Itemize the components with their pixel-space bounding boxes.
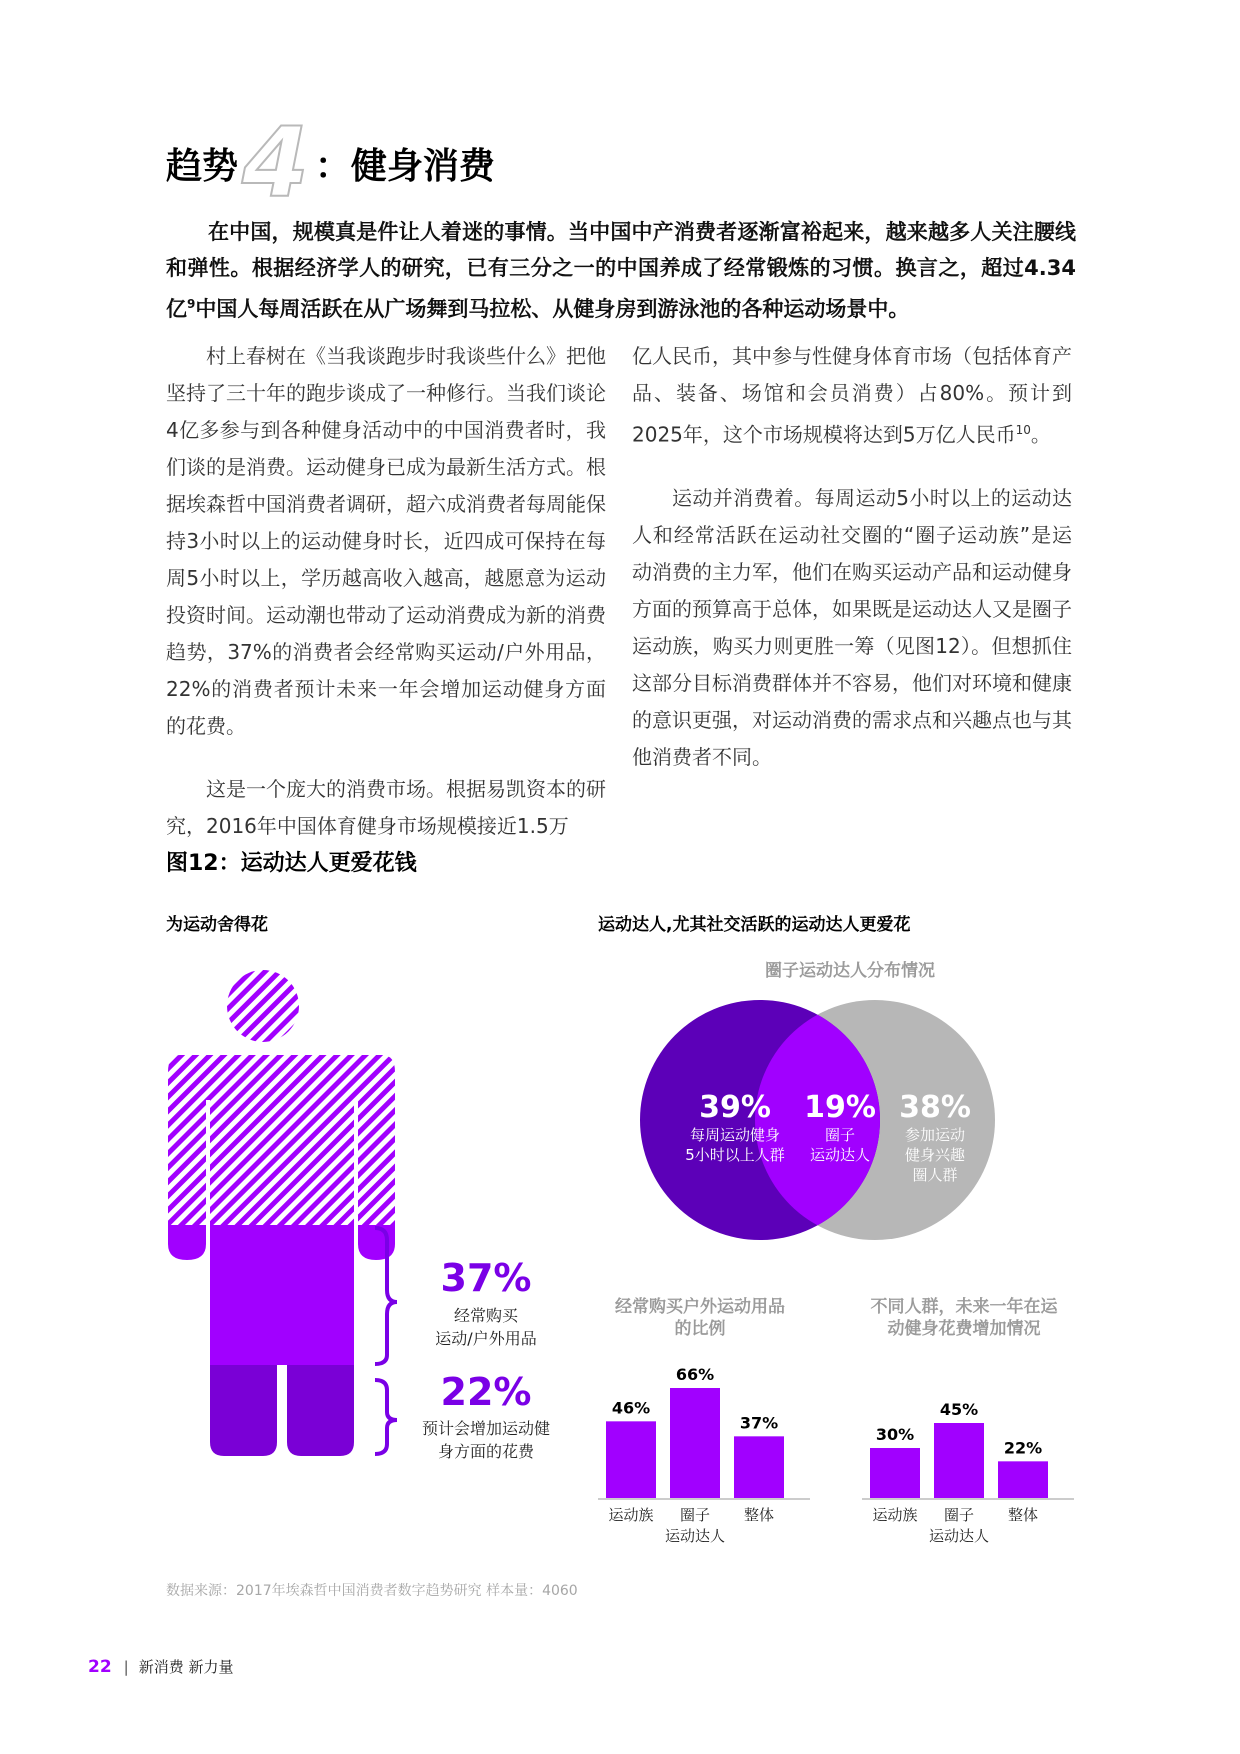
venn-left-label-2: 5小时以上人群 (685, 1146, 785, 1164)
bar-category-label: 运动族 (608, 1506, 654, 1524)
footer (88, 1656, 234, 1677)
bar-chart-2-title: 不同人群，未来一年在运动健身花费增加情况 (870, 1297, 1058, 1339)
bar-1 (870, 1448, 920, 1498)
intro-text-2: 中国人每周活跃在从广场舞到马拉松、从健身房到游泳池的各种运动场景中。 (195, 297, 910, 321)
intro-footnote: 9 (187, 297, 196, 311)
data-source: 数据来源：2017年埃森哲中国消费者数字趋势研究 样本量：4060 (166, 1583, 578, 1599)
bar-1 (606, 1421, 656, 1498)
figure-title: 图12：运动达人更爱花钱 (166, 851, 417, 876)
right-paragraph-1-end: 。 (1030, 422, 1051, 447)
right-footnote: 10 (1015, 423, 1031, 437)
stat-37-value: 37% (440, 1256, 532, 1300)
bar-category-label: 整体 (743, 1506, 775, 1524)
venn-middle-text (785, 1090, 895, 1165)
venn-left-label-1: 每周运动健身 (689, 1126, 780, 1144)
stat-22-label-2: 身方面的花费 (437, 1442, 534, 1461)
bar-value-label: 30% (875, 1425, 915, 1444)
venn-right-label-3: 圈人群 (912, 1166, 958, 1184)
venn-right-label-1: 参加运动 (904, 1126, 965, 1144)
title-suffix: ：健身消费 (314, 145, 495, 187)
bar-value-label: 46% (611, 1398, 651, 1418)
page-number: 22 (88, 1656, 112, 1677)
right-column (632, 338, 1072, 802)
venn-middle-value: 19% (804, 1090, 876, 1125)
left-paragraph-1: 村上春树在《当我谈跑步时我谈些什么》把他坚持了三十年的跑步谈成了一种修行。当我们谈论4亿多参与到各种健身活动中的中国消费者时，我们谈的是消费。运动健身已成为最新生活方式。根据埃森哲中国消费者调研，超六成消费者每周能保持3小时以上的运动健身时长，近四成可保持在每周5小时以上，学历越高收入越高，越愿意为运动投资时间。运动潮也带动了运动消费成为新的消费趋势，37%的消费者会经常购买运动/户外用品，22%的消费者预计未来一年会增加运动健身方面的花费。 (166, 344, 606, 738)
bar-2 (670, 1388, 720, 1498)
intro-paragraph (166, 214, 1076, 327)
venn-middle-label-2: 运动达人 (809, 1146, 870, 1164)
right-paragraph-1-text: 亿人民币，其中参与性健身体育市场（包括体育产品、装备、场馆和会员消费）占80%。预计到2025年，这个市场规模将达到5万亿人民币 (632, 344, 1072, 447)
bar-value-label: 45% (939, 1400, 979, 1419)
bar-category-label: 运动达人 (928, 1527, 990, 1545)
bar-chart-1 (598, 1360, 818, 1560)
bar-3 (734, 1436, 784, 1498)
right-paragraph-2: 运动并消费着。每周运动5小时以上的运动达人和经常活跃在运动社交圈的“圈子运动族”是运动消费的主力军，他们在购买运动产品和运动健身方面的预算高于总体，如果既是运动达人又是圈子运动族，购买力则更胜一筹（见图12）。但想抓住这部分目标消费群体并不容易，他们对环境和健康的意识更强，对运动消费的需求点和兴趣点也与其他消费者不同。 (632, 485, 1072, 769)
venn-left-value: 39% (699, 1090, 771, 1125)
person-left-leg (210, 1365, 277, 1456)
left-column (166, 338, 606, 871)
person-body-37 (210, 1225, 354, 1365)
page-title (166, 107, 495, 219)
bar-2 (934, 1423, 984, 1498)
bar-category-label: 运动族 (872, 1506, 918, 1524)
bar-category-label: 圈子 (679, 1506, 711, 1524)
footer-text: 新消费 新力量 (138, 1658, 234, 1676)
person-right-hand (358, 1225, 395, 1260)
person-torso-striped (168, 1055, 395, 1225)
bar-3 (998, 1461, 1048, 1498)
left-subtitle: 为运动舍得花 (166, 915, 268, 935)
bar-value-label: 66% (675, 1365, 715, 1384)
person-left-hand (168, 1225, 206, 1260)
bar-category-label: 整体 (1007, 1506, 1039, 1524)
bar-category-label: 圈子 (943, 1506, 975, 1524)
venn-right-text (880, 1090, 990, 1185)
bar-chart-2 (862, 1360, 1082, 1560)
title-prefix: 趋势 (166, 145, 239, 187)
venn-title: 圈子运动达人分布情况 (765, 961, 935, 981)
stat-22-value: 22% (440, 1370, 532, 1414)
right-paragraph-1 (632, 338, 1072, 454)
person-right-leg (287, 1365, 354, 1456)
intro-text-1: 在中国，规模真是件让人着迷的事情。当中国中产消费者逐渐富裕起来，越来越多人关注腰线和弹性。根据经济学人的研究，已有三分之一的中国养成了经常锻炼的习惯。换言之，超过4.34亿 (166, 220, 1076, 321)
stat-37-label-2: 运动/户外用品 (435, 1329, 537, 1348)
left-paragraph-2: 这是一个庞大的消费市场。根据易凯资本的研究，2016年中国体育健身市场规模接近1.5万 (166, 777, 606, 838)
title-number: 4 (242, 107, 309, 219)
bar-category-label: 运动达人 (664, 1527, 726, 1545)
footer-separator: | (123, 1657, 129, 1676)
bar-chart-1-title: 经常购买户外运动用品的比例 (615, 1297, 785, 1339)
right-subtitle: 运动达人,尤其社交活跃的运动达人更爱花 (598, 915, 911, 935)
stat-22-label-1: 预计会增加运动健 (421, 1419, 550, 1438)
venn-right-value: 38% (899, 1090, 971, 1125)
bar-value-label: 22% (1003, 1438, 1043, 1458)
venn-middle-label-1: 圈子 (824, 1126, 855, 1144)
stat-37-label-1: 经常购买 (453, 1306, 518, 1325)
venn-right-label-2: 健身兴趣 (904, 1146, 965, 1164)
person-head (227, 970, 299, 1042)
bar-value-label: 37% (739, 1413, 779, 1433)
